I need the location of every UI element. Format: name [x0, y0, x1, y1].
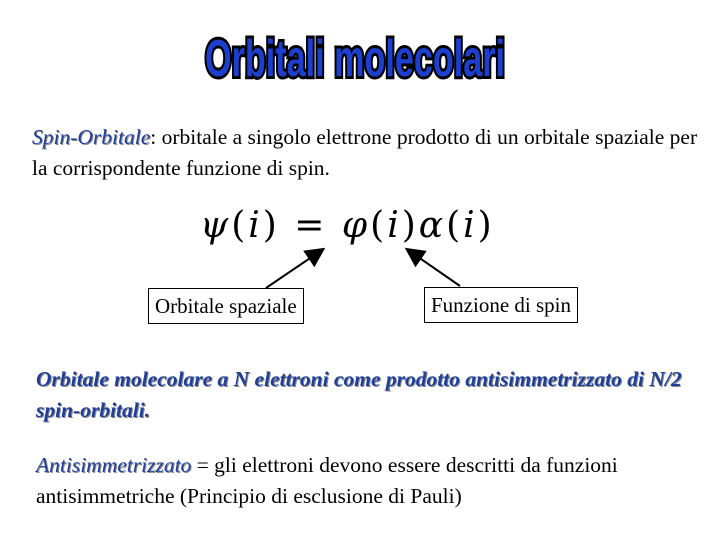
formula-var: i: [463, 205, 478, 246]
formula-phi: φ: [341, 205, 371, 246]
formula-paren: (: [446, 205, 464, 246]
spin-orbital-definition: [32, 122, 702, 184]
antisymmetrized-term: Antisimmetrizzato: [36, 453, 192, 477]
formula-alpha: α: [418, 205, 447, 246]
molecular-orbital-text: Orbitale molecolare a N elettroni come prodotto antisimmetrizzato di N/2 spin-orbitali.: [36, 367, 682, 422]
formula-psi: ψ: [200, 205, 232, 246]
formula-equals: =: [294, 205, 328, 246]
antisymmetrized-definition: [36, 450, 716, 512]
formula-paren: (: [370, 205, 388, 246]
molecular-orbital-statement: [36, 364, 706, 426]
spin-orbital-text: : orbitale a singolo elettrone prodotto di un orbitale spaziale per la corrispondente funzione di spin.: [32, 125, 698, 180]
formula-var: i: [387, 205, 402, 246]
title-text: Orbitali molecolari: [205, 30, 505, 88]
formula-paren: ): [477, 205, 495, 246]
spin-orbital-formula: [200, 205, 495, 246]
arrow-to-alpha: [408, 250, 460, 286]
formula-var: i: [248, 205, 263, 246]
formula-paren: ): [401, 205, 419, 246]
spatial-orbital-label: Orbitale spaziale: [148, 288, 304, 324]
formula-paren: ): [262, 205, 280, 246]
formula-paren: (: [231, 205, 249, 246]
arrow-to-phi: [266, 250, 322, 288]
antisymmetrized-text: = gli elettroni devono essere descritti da funzioni antisimmetriche (Principio di esclusione di Pauli): [36, 453, 618, 508]
spin-function-label: Funzione di spin: [424, 287, 578, 323]
title-wordart: [190, 22, 520, 92]
spin-orbital-term: Spin-Orbitale: [32, 125, 151, 149]
page-title: [190, 22, 520, 92]
